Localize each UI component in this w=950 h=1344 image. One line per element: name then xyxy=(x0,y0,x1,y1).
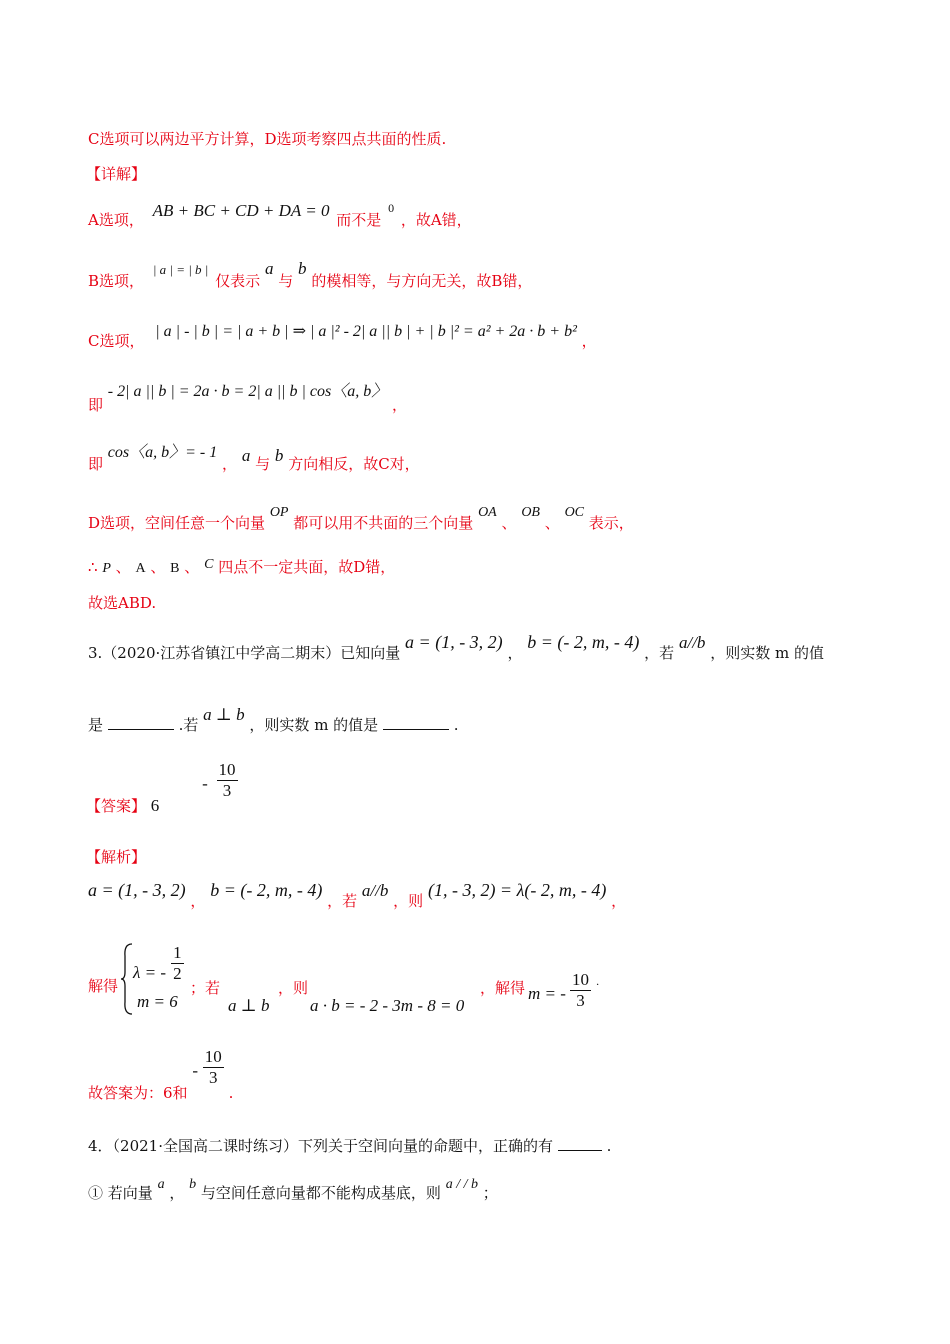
solve-perp: a ⊥ b xyxy=(228,996,270,1015)
option-a-mid: 而不是 xyxy=(336,211,382,229)
system-row-1 xyxy=(133,943,184,984)
ji1-formula: - 2| a || b | = 2a · b = 2| a || b | cos〈a, b〉 xyxy=(107,383,388,400)
q3-line2-start: 是 xyxy=(88,716,104,734)
choose-text: 故选ABD. xyxy=(88,594,157,612)
solve-den: 3 xyxy=(576,991,585,1010)
analysis-heading xyxy=(86,846,146,867)
final-fraction xyxy=(203,1047,224,1088)
option-b-vec-b: b xyxy=(298,259,307,278)
answer-fraction xyxy=(217,760,238,801)
solve-line xyxy=(88,975,118,996)
analysis-line xyxy=(88,880,627,910)
ji2-vec-b: b xyxy=(274,446,284,465)
half-den: 2 xyxy=(173,964,182,983)
option-b-formula: | a | = | b | xyxy=(152,262,209,277)
q3-line2-end: ，则实数 m 的值是 xyxy=(249,716,379,734)
final-text: 故答案为：6和 xyxy=(88,1083,188,1102)
q3-blank-1[interactable] xyxy=(108,717,174,730)
ji2-formula: cos〈a, b〉= - 1 xyxy=(107,444,218,461)
q3-parallel: a//b xyxy=(678,633,706,652)
point-c: C xyxy=(204,557,214,572)
solve-end: . xyxy=(596,974,600,988)
ji1-label: 即 xyxy=(88,396,104,414)
q3-line2-dot: . xyxy=(453,716,459,734)
system-lambda: λ = - xyxy=(133,963,166,982)
ji2-text2: 与 xyxy=(255,455,271,473)
ji2-text1: ， xyxy=(222,455,238,473)
answer-num: 10 xyxy=(218,760,236,779)
solve-t2: ，则 xyxy=(278,979,309,997)
choose-line xyxy=(88,592,156,613)
option-a-prefix: A选项， xyxy=(88,211,144,229)
final-neg: - xyxy=(192,1060,198,1080)
option-b-text2: 与 xyxy=(278,272,294,290)
q3-line2-mid: .若 xyxy=(178,716,199,734)
therefore-text: 四点不一定共面，故D错， xyxy=(218,558,396,576)
q4-1-vec-a: a xyxy=(157,1177,165,1192)
q4-option-1 xyxy=(88,1172,498,1202)
solve-m2: m = - xyxy=(528,984,566,1003)
answer-line xyxy=(86,760,236,815)
option-c-prefix: C选项， xyxy=(88,332,145,350)
analysis-tag: 【解析】 xyxy=(86,848,147,866)
analysis-eq: (1, - 3, 2) = λ(- 2, m, - 4) xyxy=(427,880,607,900)
option-b-text3: 的模相等，与方向无关，故B错， xyxy=(311,272,533,290)
q4-1-end: ； xyxy=(482,1184,498,1202)
solve-t1: ；若 xyxy=(190,979,221,997)
q3-comma2: ，若 xyxy=(644,644,675,662)
option-b-text1: 仅表示 xyxy=(215,272,261,290)
final-num: 10 xyxy=(204,1047,222,1066)
q4-line xyxy=(88,1135,611,1156)
system-row-2 xyxy=(137,992,178,1012)
sep-2: 、 xyxy=(150,558,166,576)
answer-tag: 【答案】 xyxy=(86,796,147,815)
analysis-parallel: a//b xyxy=(361,881,389,900)
point-b: B xyxy=(170,561,180,576)
option-d-sep2: 、 xyxy=(544,514,560,532)
q4-1-vec-b: b xyxy=(189,1177,197,1192)
q4-1-sep: ， xyxy=(169,1184,185,1202)
ji2-vec-a: a xyxy=(241,446,251,465)
option-a-zero: 0 xyxy=(388,201,395,215)
analysis-c4: ， xyxy=(611,892,627,910)
therefore-line-1 xyxy=(88,376,408,414)
q4-head: 4．（2021·全国高二课时练习）下列关于空间向量的命题中，正确的有 xyxy=(88,1137,553,1155)
therefore-line-2 xyxy=(88,437,420,473)
option-d-prefix: D选项，空间任意一个向量 xyxy=(88,514,266,532)
detail-tag: 【详解】 xyxy=(86,165,147,183)
q3-vec-b: b = (- 2, m, - 4) xyxy=(527,632,640,652)
analysis-c3: ，则 xyxy=(393,892,424,910)
option-a-suffix: ，故A错， xyxy=(400,211,472,229)
solve-num: 10 xyxy=(572,970,589,989)
system-m: m = 6 xyxy=(137,992,178,1011)
q3-line-2 xyxy=(88,704,459,734)
option-d-text1: 都可以用不共面的三个向量 xyxy=(293,514,474,532)
ji2-label: 即 xyxy=(88,455,104,473)
option-d-ob: OB xyxy=(521,505,540,520)
option-d-line xyxy=(88,500,634,532)
option-a-line xyxy=(88,192,472,229)
solve-t3: ，解得 xyxy=(480,979,526,997)
option-c-suffix: ， xyxy=(581,332,597,350)
half-num: 1 xyxy=(173,943,182,962)
option-d-text2: 表示， xyxy=(588,514,634,532)
q4-dot: . xyxy=(606,1137,612,1155)
q4-1-text: ① 若向量 xyxy=(88,1184,153,1202)
solve-dot-eq: a · b = - 2 - 3m - 8 = 0 xyxy=(310,996,465,1015)
point-p: P xyxy=(102,561,111,576)
answer-value-1: 6 xyxy=(150,795,160,815)
option-b-prefix: B选项， xyxy=(88,272,145,290)
solve-label: 解得 xyxy=(88,977,119,995)
q3-comma1: ， xyxy=(507,644,523,662)
option-b-vec-a: a xyxy=(264,259,274,278)
analysis-vec-a: a = (1, - 3, 2) xyxy=(88,880,186,900)
q4-1-mid: 与空间任意向量都不能构成基底，则 xyxy=(200,1184,441,1202)
q3-vec-a: a = (1, - 3, 2) xyxy=(405,632,503,652)
q3-line-1 xyxy=(88,630,824,662)
hint-text: C选项可以两边平方计算，D选项考察四点共面的性质. xyxy=(88,130,447,148)
q4-1-parallel: a / / b xyxy=(445,1177,478,1192)
option-a-formula: AB + BC + CD + DA = 0 xyxy=(152,201,330,220)
final-end: . xyxy=(228,1083,234,1102)
sep-3: 、 xyxy=(184,558,200,576)
q3-perp: a ⊥ b xyxy=(203,705,245,724)
q3-blank-2[interactable] xyxy=(383,717,449,730)
answer-neg: - xyxy=(202,773,208,793)
hint-line xyxy=(88,128,446,149)
option-c-line xyxy=(88,318,597,350)
q4-blank[interactable] xyxy=(558,1138,602,1151)
analysis-c2: ，若 xyxy=(327,892,358,910)
system-brace xyxy=(120,942,134,1016)
q3-head: 3.（2020·江苏省镇江中学高二期末）已知向量 xyxy=(88,644,401,662)
therefore-symbol: ∴ xyxy=(88,558,98,576)
option-c-formula: | a | - | b | = | a + b | ⇒ | a |² - 2| a || b | + | b |² = a² + 2a · b + b² xyxy=(155,323,577,340)
therefore-coplanar-line xyxy=(88,556,395,577)
analysis-vec-b: b = (- 2, m, - 4) xyxy=(210,880,323,900)
q3-tail: ，则实数 m 的值 xyxy=(710,644,824,662)
option-d-oc: OC xyxy=(564,505,585,520)
ji2-text3: 方向相反，故C对， xyxy=(288,455,420,473)
half-fraction xyxy=(171,943,184,984)
option-d-oa: OA xyxy=(478,505,497,520)
option-d-op: OP xyxy=(269,505,289,520)
final-line xyxy=(88,1045,234,1102)
detail-heading xyxy=(86,163,146,184)
sep-1: 、 xyxy=(115,558,131,576)
option-b-line xyxy=(88,258,533,290)
answer-den: 3 xyxy=(222,781,232,800)
analysis-c1: ， xyxy=(190,892,206,910)
solve-fraction xyxy=(570,970,599,1011)
option-d-sep1: 、 xyxy=(501,514,517,532)
point-a: A xyxy=(135,561,146,576)
ji1-suffix: ， xyxy=(392,396,408,414)
final-den: 3 xyxy=(209,1068,218,1087)
